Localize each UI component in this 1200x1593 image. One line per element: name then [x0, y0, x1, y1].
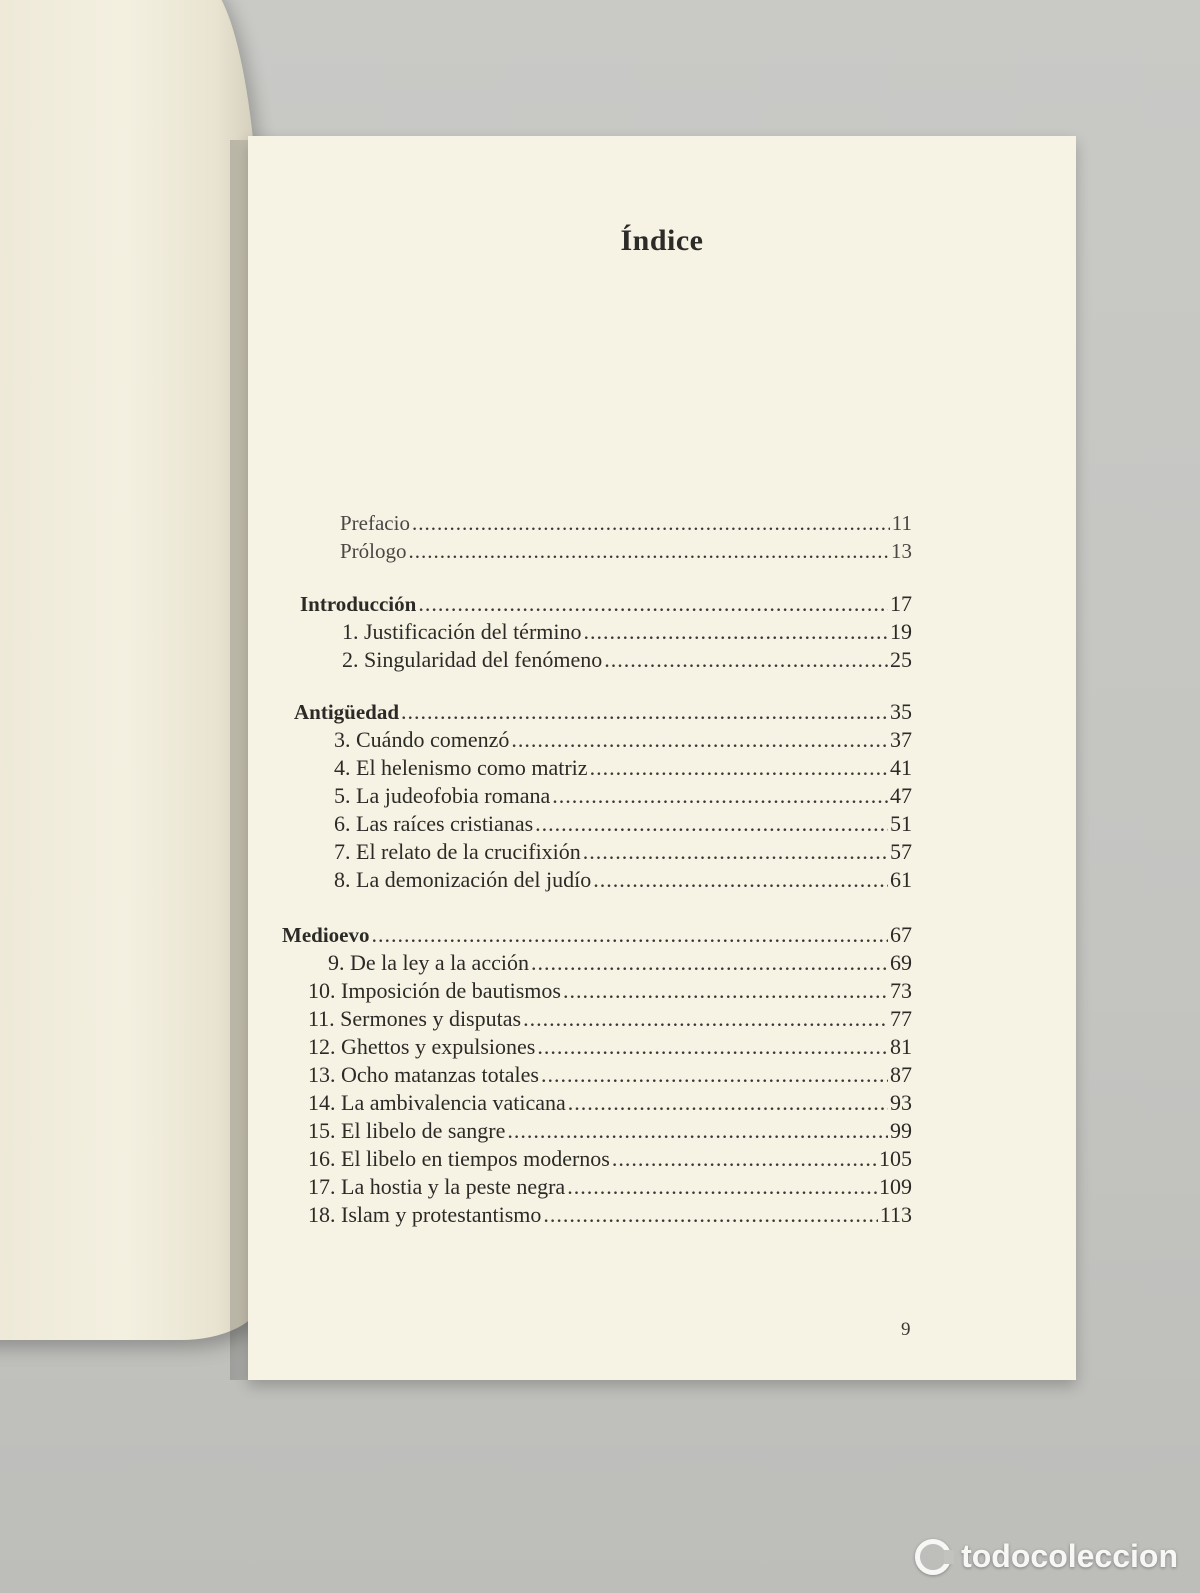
- toc-entry-label: 6. Las raíces cristianas: [334, 811, 534, 836]
- toc-entry-label: 1. Justificación del término: [342, 619, 582, 644]
- toc-entry-label: 15. El libelo de sangre: [308, 1118, 506, 1143]
- toc-entry-row: [334, 755, 912, 781]
- toc-entry-row: [334, 811, 912, 837]
- toc-entry-label: 12. Ghettos y expulsiones: [308, 1034, 536, 1059]
- toc-entry-row: [308, 1062, 912, 1088]
- toc-page-number: 73: [890, 978, 912, 1003]
- toc-dot-leader: [552, 783, 888, 809]
- toc-dot-leader: [412, 510, 890, 536]
- toc-entry-row: [342, 619, 912, 645]
- toc-page-number: 99: [890, 1118, 912, 1143]
- toc-entry-label: 16. El libelo en tiempos modernos: [308, 1146, 610, 1171]
- toc-entry-row: [308, 1202, 912, 1228]
- toc-entry-label: Prólogo: [340, 539, 407, 563]
- toc-dot-leader: [537, 1034, 888, 1060]
- toc-page-number: 35: [890, 699, 912, 724]
- toc-dot-leader: [511, 727, 888, 753]
- toc-dot-leader: [593, 867, 888, 893]
- toc-page-number: 113: [879, 1202, 912, 1227]
- toc-entry-label: 5. La judeofobia romana: [334, 783, 551, 808]
- toc-entry-row: [334, 839, 912, 865]
- toc-dot-leader: [541, 1062, 888, 1088]
- toc-page-number: 41: [890, 755, 912, 780]
- toc-dot-leader: [590, 755, 888, 781]
- toc-dot-leader: [543, 1202, 877, 1228]
- toc-entry-label: Introducción: [300, 592, 417, 616]
- toc-entry-row: [334, 727, 912, 753]
- toc-entry-row: [328, 950, 912, 976]
- toc-dot-leader: [523, 1006, 888, 1032]
- toc-dot-leader: [567, 1174, 877, 1200]
- toc-page-number: 93: [890, 1090, 912, 1115]
- toc-entry-label: 7. El relato de la crucifixión: [334, 839, 581, 864]
- toc-dot-leader: [584, 619, 889, 645]
- toc-dot-leader: [401, 699, 888, 725]
- toc-entry-row: [308, 978, 912, 1004]
- toc-entry-label: Medioevo: [282, 923, 370, 947]
- toc-entry-label: 9. De la ley a la acción: [328, 950, 529, 975]
- toc-dot-leader: [563, 978, 888, 1004]
- toc-entry-label: Prefacio: [340, 511, 410, 535]
- toc-dot-leader: [507, 1118, 888, 1144]
- toc-page-number: 47: [890, 783, 912, 808]
- toc-entry-label: Antigüedad: [294, 700, 400, 724]
- toc-entry-label: 14. La ambivalencia vaticana: [308, 1090, 566, 1115]
- toc-dot-leader: [583, 839, 888, 865]
- toc-entry-label: 18. Islam y protestantismo: [308, 1202, 542, 1227]
- toc-page-number: 13: [891, 539, 912, 563]
- toc-page-number: 77: [890, 1006, 912, 1031]
- watermark-text: todocoleccion: [961, 1538, 1178, 1574]
- page-number: 9: [901, 1319, 911, 1340]
- toc-dot-leader: [531, 950, 888, 976]
- right-book-page: [248, 136, 1076, 1380]
- toc-page-number: 19: [890, 619, 912, 644]
- page-title: Índice: [620, 224, 704, 257]
- toc-entry-label: 17. La hostia y la peste negra: [308, 1174, 566, 1199]
- toc-entry-row: [308, 1006, 912, 1032]
- toc-entry-label: 4. El helenismo como matriz: [334, 755, 588, 780]
- toc-page-number: 105: [879, 1146, 912, 1171]
- toc-entry-row: [340, 538, 912, 564]
- toc-entry-label: 3. Cuándo comenzó: [334, 727, 510, 752]
- toc-section-row: [294, 699, 912, 725]
- toc-page-number: 61: [890, 867, 912, 892]
- toc-entry-row: [308, 1146, 912, 1172]
- toc-dot-leader: [568, 1090, 888, 1116]
- todocoleccion-logo-icon: [915, 1539, 951, 1575]
- toc-dot-leader: [604, 647, 888, 673]
- toc-entry-row: [342, 647, 912, 673]
- toc-page-number: 37: [890, 727, 912, 752]
- toc-page-number: 17: [890, 591, 912, 616]
- toc-entry-label: 2. Singularidad del fenómeno: [342, 647, 603, 672]
- watermark: [915, 1538, 1178, 1575]
- toc-page-number: 87: [890, 1062, 912, 1087]
- toc-section-row: [282, 922, 912, 948]
- toc-entry-row: [334, 783, 912, 809]
- toc-entry-row: [308, 1174, 912, 1200]
- toc-section-row: [300, 591, 912, 617]
- toc-page-number: 51: [890, 811, 912, 836]
- toc-dot-leader: [612, 1146, 877, 1172]
- toc-entry-label: 11. Sermones y disputas: [308, 1006, 522, 1031]
- toc-page-number: 69: [890, 950, 912, 975]
- toc-page-number: 57: [890, 839, 912, 864]
- toc-entry-row: [308, 1118, 912, 1144]
- toc-entry-label: 8. La demonización del judío: [334, 867, 592, 892]
- toc-page-number: 25: [890, 647, 912, 672]
- toc-dot-leader: [418, 591, 888, 617]
- toc-dot-leader: [409, 538, 889, 564]
- toc-page-number: 81: [890, 1034, 912, 1059]
- toc-entry-label: 13. Ocho matanzas totales: [308, 1062, 539, 1087]
- toc-page-number: 11: [891, 511, 912, 535]
- toc-entry-row: [308, 1090, 912, 1116]
- toc-entry-row: [308, 1034, 912, 1060]
- toc-entry-label: 10. Imposición de bautismos: [308, 978, 561, 1003]
- toc-page-number: 109: [879, 1174, 912, 1199]
- toc-entry-row: [340, 510, 912, 536]
- left-book-page: [0, 0, 260, 1340]
- toc-dot-leader: [371, 922, 888, 948]
- toc-entry-row: [334, 867, 912, 893]
- toc-dot-leader: [535, 811, 888, 837]
- table-of-contents: [248, 136, 1076, 1380]
- toc-page-number: 67: [890, 922, 912, 947]
